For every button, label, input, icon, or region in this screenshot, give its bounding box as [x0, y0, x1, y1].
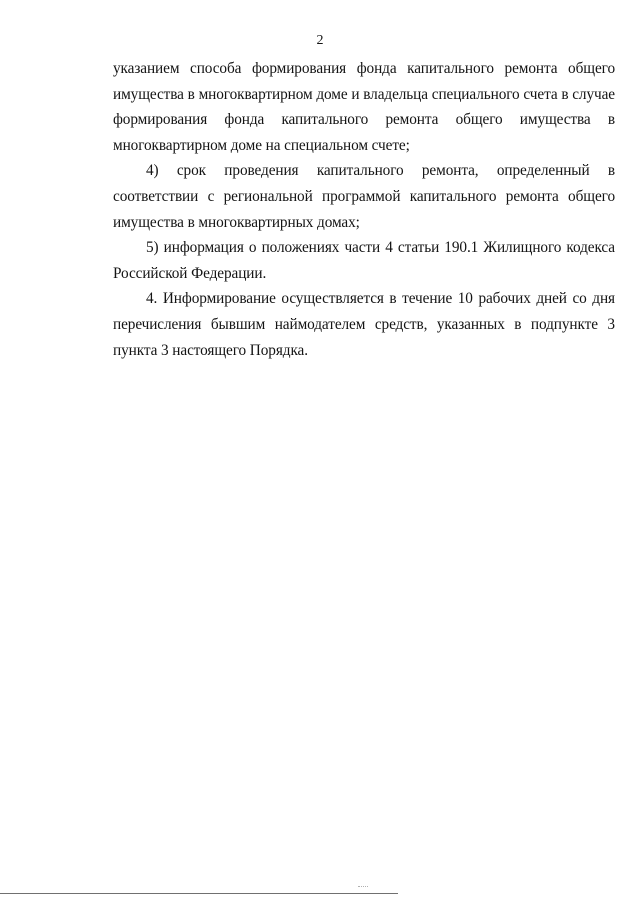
paragraph-line: соответствии с региональной программой капитального ремонта общего: [113, 187, 615, 205]
footer-rule: [0, 893, 398, 894]
paragraph-line: формирования фонда капитального ремонта общего имущества в: [113, 111, 615, 129]
document-body: [113, 56, 615, 363]
list-item-4-repair-deadline: [113, 158, 615, 235]
paragraph-line: 5) информация о положениях части 4 статьи 190.1 Жилищного кодекса: [146, 239, 615, 257]
scan-mark: [358, 886, 368, 889]
paragraph-line: Российской Федерации.: [113, 264, 267, 282]
list-item-5-housing-code-info: [113, 235, 615, 286]
paragraph-line: имущества в многоквартирном доме и владельца специального счета в случае: [113, 85, 615, 103]
paragraph-line: перечисления бывшим наймодателем средств, указанных в подпункте 3: [113, 315, 615, 333]
paragraph-line: 4. Информирование осуществляется в течение 10 рабочих дней со дня: [146, 290, 615, 308]
paragraph-line: 4) срок проведения капитального ремонта, определенный в: [146, 162, 615, 180]
paragraph-line: имущества в многоквартирных домах;: [113, 213, 360, 231]
page-number: 2: [316, 33, 324, 48]
paragraph-line: пункта 3 настоящего Порядка.: [113, 341, 308, 359]
clause-4-informing-deadline: [113, 286, 615, 363]
paragraph-line: многоквартирном доме на специальном счете;: [113, 136, 410, 154]
paragraph-line: указанием способа формирования фонда капитального ремонта общего: [113, 60, 615, 77]
paragraph-method-owner: [113, 56, 615, 158]
